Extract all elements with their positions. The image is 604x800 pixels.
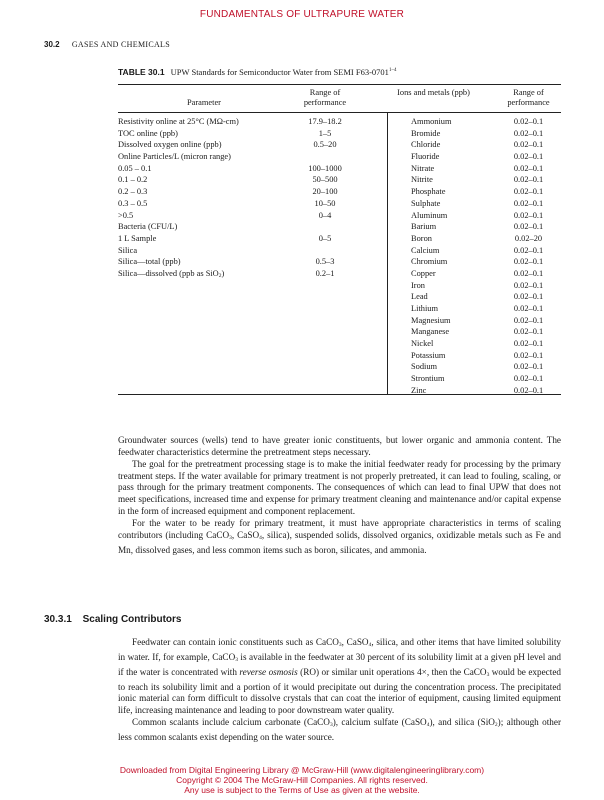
book-title-banner: FUNDAMENTALS OF ULTRAPURE WATER bbox=[199, 9, 405, 20]
header-ions: Ions and metals (ppb) bbox=[397, 88, 470, 97]
ion-range-cell bbox=[496, 233, 561, 245]
text-span: is available in the feedwater at 30 percent of its solubility limit at a given pH level and if the water is concentrated with bbox=[118, 651, 561, 677]
ion-range-cell-text: 0.02–0.1 bbox=[513, 292, 544, 302]
ion-cell bbox=[411, 291, 451, 303]
text-span: Feedwater can contain ionic constituents such as CaCO bbox=[132, 637, 339, 647]
ion-range-cell bbox=[496, 198, 561, 210]
text-span: , CaSO bbox=[341, 637, 369, 647]
download-footer bbox=[0, 765, 604, 795]
parameter-cell bbox=[118, 210, 239, 222]
ion-range-cell bbox=[496, 303, 561, 315]
parameter-cell bbox=[118, 233, 239, 245]
parameter-range-cell bbox=[290, 198, 360, 210]
subscript: 4 bbox=[259, 534, 262, 541]
ion-cell-text: Phosphate bbox=[411, 187, 446, 197]
parameter-cell-text: Bacteria (CFU/L) bbox=[118, 222, 178, 232]
ion-range-cell bbox=[496, 221, 561, 233]
ion-range-cell-text: 0.02–0.1 bbox=[513, 210, 544, 220]
ion-cell bbox=[411, 128, 451, 140]
table-caption-refs: 1–4 bbox=[388, 68, 397, 74]
subscript: 3 bbox=[486, 671, 490, 678]
ion-cell bbox=[411, 198, 451, 210]
parameter-cell-text: 1 L Sample bbox=[118, 233, 157, 243]
ion-cell bbox=[411, 139, 451, 151]
scaling-text bbox=[118, 637, 561, 744]
ion-range-cell bbox=[496, 385, 561, 397]
text-span: ) bbox=[221, 268, 225, 278]
ion-range-cell-text: 0.02–0.1 bbox=[513, 280, 544, 290]
footer-download-line[interactable]: Downloaded from Digital Engineering Library @ McGraw-Hill (www.digitalengineeringlibrary.com) bbox=[119, 765, 485, 775]
ion-cell bbox=[411, 350, 451, 362]
table-caption-text: UPW Standards for Semiconductor Water from SEMI F63-0701 bbox=[170, 67, 389, 77]
ion-cell-text: Lithium bbox=[411, 304, 438, 313]
text-span: , silica, and other items that have limited solubility in water. If, for example, CaCO bbox=[118, 637, 562, 662]
ion-range-cell bbox=[496, 128, 561, 140]
ion-range-cell-text: 0.02–0.1 bbox=[513, 222, 544, 232]
header-parameter: Parameter bbox=[187, 98, 221, 107]
ion-range-cell-text: 0.02–0.1 bbox=[513, 140, 544, 150]
ion-cell-text: Calcium bbox=[411, 245, 440, 255]
ion-range-cell-text: 0.02–0.1 bbox=[513, 304, 544, 313]
ion-range-cell bbox=[496, 174, 561, 186]
subscript: 2 bbox=[218, 272, 222, 279]
intro-text bbox=[118, 435, 561, 556]
ion-cell bbox=[411, 385, 451, 397]
parameter-range-cell bbox=[290, 174, 360, 186]
ion-range-cell bbox=[496, 315, 561, 327]
parameter-cell bbox=[118, 256, 239, 268]
ion-range-cell-text: 0.02–0.1 bbox=[513, 245, 544, 255]
ion-range-cell bbox=[496, 210, 561, 222]
ion-range-cell bbox=[496, 338, 561, 350]
parameter-range-cell-text: 1–5 bbox=[318, 128, 332, 138]
text-span: ), calcium sulfate (CaSO bbox=[332, 717, 427, 728]
ion-cell-text: Potassium bbox=[411, 350, 446, 360]
paragraph-pretreatment-goal: The goal for the pretreatment processing stage is to make the initial feedwater ready for processing by the primary treatment steps. If the water available for primary treatment is not properly pretreated, it can lead to fouling, scaling, or pass through for the primary treatment components. The consequences of which can lead to final UPW that does not meet specifications, increased time and expense for primary treatment cleaning and maintenance and/or capital expense in the form of increased equipment and component replacement. bbox=[118, 458, 561, 517]
ion-range-cell-text: 0.02–0.1 bbox=[513, 257, 544, 267]
parameter-cell-text: Dissolved oxygen online (ppb) bbox=[118, 140, 222, 150]
ion-range-cell bbox=[496, 361, 561, 373]
ion-range-cell bbox=[496, 373, 561, 385]
parameter-range-cell bbox=[290, 256, 360, 268]
ion-range-cell-text: 0.02–0.1 bbox=[513, 362, 544, 372]
text-span: ); although other less common scalants exist depending on the water source. bbox=[118, 717, 562, 742]
parameter-cell bbox=[118, 163, 239, 175]
ion-cell bbox=[411, 361, 451, 373]
ions-range-column bbox=[496, 116, 561, 397]
paragraph-groundwater: Groundwater sources (wells) tend to have greater ionic constituents, but lower organic and ammonia content. The feedwater characteristics determine the pretreatment steps necessary. bbox=[118, 435, 561, 457]
parameter-range-cell-text: 10–50 bbox=[314, 198, 336, 208]
section-title: Scaling Contributors bbox=[82, 614, 182, 625]
ion-range-cell bbox=[496, 139, 561, 151]
ion-range-cell-text: 0.02–0.1 bbox=[513, 163, 544, 173]
parameter-range-cell-text: 0.2–1 bbox=[315, 268, 335, 278]
table-label: TABLE 30.1 bbox=[118, 67, 165, 77]
ion-range-cell-text: 0.02–0.1 bbox=[513, 128, 544, 138]
ion-cell bbox=[411, 174, 451, 186]
ion-range-cell-text: 0.02–0.1 bbox=[513, 374, 544, 384]
footer-copyright-line: Copyright © 2004 The McGraw-Hill Companies. All rights reserved. bbox=[176, 775, 428, 785]
parameter-cell bbox=[118, 221, 239, 233]
ion-cell bbox=[411, 210, 451, 222]
subscript: 3 bbox=[235, 656, 238, 663]
ion-range-cell-text: 0.02–0.1 bbox=[513, 198, 544, 208]
parameter-column bbox=[118, 116, 239, 280]
ion-range-cell bbox=[496, 151, 561, 163]
upw-standards-table bbox=[118, 84, 561, 395]
parameter-cell-text: Silica bbox=[118, 245, 138, 255]
ion-cell-text: Iron bbox=[411, 280, 425, 290]
emphasis-text: reverse osmosis bbox=[239, 666, 298, 677]
parameter-cell bbox=[118, 186, 239, 198]
ion-cell bbox=[411, 303, 451, 315]
parameter-range-cell bbox=[290, 116, 360, 128]
ion-cell-text: Magnesium bbox=[411, 315, 451, 325]
ion-cell bbox=[411, 326, 451, 338]
parameter-cell-text: Resistivity online at 25°C (MΩ-cm) bbox=[118, 117, 239, 126]
text-span: , silica), suspended solids, dissolved organics, oxidizable metals such as Fe and Mn, dissolved gases, and less common items such as boron, silicates, and ammonia. bbox=[118, 529, 562, 555]
parameter-cell-text: >0.5 bbox=[118, 210, 134, 220]
table-header bbox=[118, 85, 561, 113]
text-span: Common scalants include calcium carbonate (CaCO bbox=[132, 717, 330, 728]
parameter-cell bbox=[118, 128, 239, 140]
ion-range-cell-text: 0.02–0.1 bbox=[513, 350, 544, 360]
header-range-1: Range of performance bbox=[303, 88, 347, 107]
text-span: For the water to be ready for primary treatment, it must have appropriate characteristics in terms of scaling contributors (including CaCO bbox=[118, 517, 561, 540]
header-range-2: Range of performance bbox=[507, 88, 550, 107]
parameter-range-cell-text: 17.9–18.2 bbox=[308, 117, 342, 126]
parameter-cell-text: Silica—total (ppb) bbox=[118, 257, 181, 267]
parameter-cell bbox=[118, 198, 239, 210]
ion-range-cell-text: 0.02–0.1 bbox=[513, 339, 544, 349]
parameter-range-cell-text: 0.5–20 bbox=[313, 140, 337, 150]
ion-cell-text: Ammonium bbox=[411, 117, 452, 126]
parameter-range-cell bbox=[290, 151, 360, 163]
ion-range-cell-text: 0.02–0.1 bbox=[513, 117, 544, 126]
parameter-cell bbox=[118, 116, 239, 128]
section-heading bbox=[44, 614, 182, 625]
table-caption bbox=[118, 67, 396, 77]
footer-terms-line[interactable]: Any use is subject to the Terms of Use as given at the website. bbox=[184, 785, 420, 795]
running-head bbox=[44, 40, 170, 49]
table-body bbox=[118, 113, 561, 394]
ion-cell-text: Sodium bbox=[411, 362, 438, 372]
ions-column bbox=[411, 116, 451, 397]
ion-cell bbox=[411, 245, 451, 257]
parameter-range-cell-text: 0–5 bbox=[318, 233, 332, 243]
ion-cell-text: Lead bbox=[411, 292, 428, 302]
parameter-cell-text: TOC online (ppb) bbox=[118, 128, 178, 138]
ion-cell-text: Fluoride bbox=[411, 152, 440, 162]
ion-cell-text: Boron bbox=[411, 233, 432, 243]
parameter-cell-text: Online Particles/L (micron range) bbox=[118, 152, 231, 162]
parameter-cell bbox=[118, 139, 239, 151]
ion-range-cell bbox=[496, 186, 561, 198]
parameter-range-cell-text: 100–1000 bbox=[308, 163, 342, 173]
ion-cell-text: Copper bbox=[411, 268, 436, 278]
ion-range-cell bbox=[496, 350, 561, 362]
ion-cell bbox=[411, 315, 451, 327]
parameter-range-cell-text: 20–100 bbox=[312, 187, 338, 197]
parameter-range-cell bbox=[290, 268, 360, 280]
ion-range-cell-text: 0.02–0.1 bbox=[513, 187, 544, 197]
ion-cell-text: Nitrate bbox=[411, 163, 435, 173]
parameter-cell-text: 0.05 – 0.1 bbox=[118, 163, 152, 173]
parameter-range-cell bbox=[290, 210, 360, 222]
parameter-range-column bbox=[290, 116, 360, 280]
ion-cell bbox=[411, 233, 451, 245]
ion-cell bbox=[411, 373, 451, 385]
ion-range-cell-text: 0.02–0.1 bbox=[513, 175, 544, 185]
parameter-cell bbox=[118, 245, 239, 257]
parameter-cell bbox=[118, 174, 239, 186]
ion-cell-text: Sulphate bbox=[411, 198, 441, 208]
text-span: ), and silica (SiO bbox=[429, 717, 495, 728]
parameter-range-cell bbox=[290, 186, 360, 198]
parameter-range-cell bbox=[290, 233, 360, 245]
parameter-range-cell bbox=[290, 245, 360, 257]
ion-range-cell bbox=[496, 268, 561, 280]
ion-cell-text: Zinc bbox=[411, 385, 427, 395]
ion-cell bbox=[411, 151, 451, 163]
ion-range-cell-text: 0.02–0.1 bbox=[513, 385, 544, 395]
parameter-range-cell bbox=[290, 139, 360, 151]
parameter-range-cell-text: 0–4 bbox=[318, 210, 332, 220]
parameter-range-cell bbox=[290, 128, 360, 140]
ion-range-cell-text: 0.02–0.1 bbox=[513, 327, 544, 337]
ion-cell-text: Aluminum bbox=[411, 210, 448, 220]
column-divider bbox=[387, 113, 388, 394]
paragraph-primary-readiness bbox=[118, 518, 561, 557]
text-span: , CaSO bbox=[231, 529, 260, 540]
parameter-range-cell bbox=[290, 221, 360, 233]
ion-range-cell bbox=[496, 116, 561, 128]
subscript: 3 bbox=[338, 642, 342, 648]
parameter-range-cell-text: 50–500 bbox=[312, 175, 338, 185]
ion-cell-text: Nitrite bbox=[411, 175, 433, 185]
parameter-cell-text: 0.2 – 0.3 bbox=[118, 187, 148, 197]
ion-cell-text: Strontium bbox=[411, 374, 445, 384]
parameter-cell bbox=[118, 151, 239, 163]
ion-cell-text: Manganese bbox=[411, 327, 450, 337]
parameter-cell-text: 0.1 – 0.2 bbox=[118, 175, 148, 185]
ion-cell bbox=[411, 268, 451, 280]
parameter-cell-text: 0.3 – 0.5 bbox=[118, 198, 148, 208]
ion-cell-text: Chloride bbox=[411, 140, 441, 150]
paragraph-common-scalants bbox=[118, 717, 561, 744]
ion-range-cell-text: 0.02–20 bbox=[514, 233, 543, 243]
subscript: 3 bbox=[329, 722, 333, 729]
ion-cell-text: Barium bbox=[411, 222, 437, 232]
ion-range-cell bbox=[496, 163, 561, 175]
ion-cell bbox=[411, 116, 451, 128]
ion-range-cell-text: 0.02–0.1 bbox=[513, 268, 544, 278]
subscript: 3 bbox=[229, 534, 232, 541]
parameter-cell bbox=[118, 268, 239, 280]
ion-range-cell bbox=[496, 291, 561, 303]
ion-range-cell bbox=[496, 326, 561, 338]
subscript: 4 bbox=[368, 642, 372, 648]
subscript: 4 bbox=[426, 722, 430, 729]
ion-range-cell bbox=[496, 245, 561, 257]
ion-range-cell-text: 0.02–0.1 bbox=[513, 152, 544, 162]
parameter-range-cell-text: 0.5–3 bbox=[315, 257, 335, 267]
section-number: 30.3.1 bbox=[44, 614, 72, 625]
ion-cell-text: Chromium bbox=[411, 257, 448, 267]
ion-cell-text: Nickel bbox=[411, 339, 434, 349]
parameter-cell-text: Silica—dissolved (ppb as SiO bbox=[118, 268, 219, 278]
ion-cell bbox=[411, 163, 451, 175]
ion-range-cell bbox=[496, 280, 561, 292]
ion-cell-text: Bromide bbox=[411, 128, 441, 138]
subscript: 2 bbox=[494, 722, 498, 729]
ion-cell bbox=[411, 186, 451, 198]
ion-cell bbox=[411, 280, 451, 292]
paragraph-feedwater-ions bbox=[118, 637, 561, 717]
ion-cell bbox=[411, 338, 451, 350]
running-head-section: GASES AND CHEMICALS bbox=[71, 40, 170, 49]
ion-cell bbox=[411, 221, 451, 233]
ion-range-cell bbox=[496, 256, 561, 268]
parameter-range-cell bbox=[290, 163, 360, 175]
ion-cell bbox=[411, 256, 451, 268]
ion-range-cell-text: 0.02–0.1 bbox=[513, 315, 544, 325]
text-span: would be expected to reach its solubility limit and a portion of it would precipitate out during the concentration process. The precipitated ionic material can form difficult to dissolve crystals that can coat the interior of equipment, causing limited equipment life, increasing maintenance and leading to poor downstream water quality. bbox=[118, 666, 561, 716]
text-span: (RO) or similar unit operations 4×, then the CaCO bbox=[297, 666, 487, 677]
page-number: 30.2 bbox=[44, 40, 60, 49]
